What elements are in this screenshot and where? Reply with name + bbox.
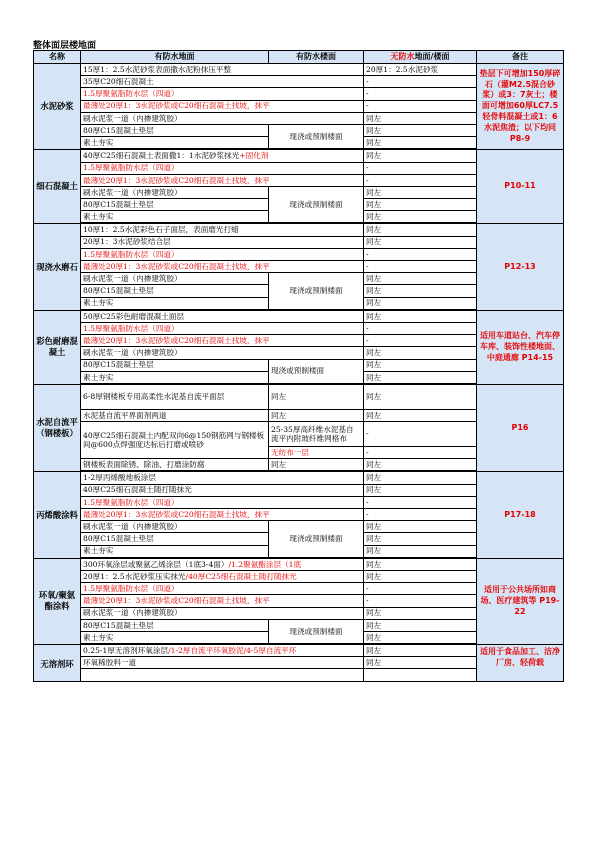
table-cell: 同左 xyxy=(364,285,477,297)
table-cell: 同左 xyxy=(364,359,477,371)
table-cell: - xyxy=(364,248,477,260)
table-cell: 刷水泥浆一道（内掺建筑胶） xyxy=(81,347,364,359)
table-cell: - xyxy=(364,422,477,447)
table-cell: 同左 xyxy=(364,484,477,496)
table-cell: 刷水泥浆一道（内掺建筑胶） xyxy=(81,186,269,198)
table-cell: 同左 xyxy=(364,371,477,383)
table-row xyxy=(34,64,564,76)
table-cell: 最薄处20厚1：3水泥砂浆或C20细石混凝土找坡，抹平 xyxy=(81,261,364,273)
floor-spec-table xyxy=(33,50,564,682)
table-cell: 300环氧涂层或聚氨乙烯涂层（1底3-4面）/1.2聚氨酯涂层（1底 xyxy=(81,558,364,570)
page-title: 整体面层楼地面 xyxy=(33,41,97,51)
section-name: 水泥自流平（钢楼板） xyxy=(34,384,81,472)
table-cell: 40厚C25细石混凝土内配双向6@150钢筋网与钢楼板间@600点焊强度达标后打磨或喷砂 xyxy=(81,422,269,459)
section-note: 垫层下可增加150厚碎石（灌M2.5混合砂浆）或3：7灰土；楼面可增加60厚LC7.5轻骨料混凝土或1：6水泥焦渣；以下均同 P8-9 xyxy=(477,64,564,150)
table-cell: 素土夯实 xyxy=(81,371,269,383)
table-row xyxy=(34,150,564,162)
section-note: 适用车道站台、汽车停车库、装饰性楼地面、中庭通廊 P14-15 xyxy=(477,310,564,384)
table-cell: 同左 xyxy=(364,199,477,211)
table-cell: 素土夯实 xyxy=(81,545,269,557)
table-cell: 20厚1：3水泥砂浆结合层 xyxy=(81,236,364,248)
table-cell: - xyxy=(364,583,477,595)
section-note: P17-18 xyxy=(477,472,564,558)
table-cell: 水泥基自流平界面剂两道 xyxy=(81,409,269,421)
table-cell: 同左 xyxy=(364,645,477,657)
table-cell: 同左 xyxy=(364,310,477,322)
table-cell: 同左 xyxy=(364,533,477,545)
table-cell: 同左 xyxy=(364,558,477,570)
section-name: 细石混凝土 xyxy=(34,150,81,224)
table-cell: 同左 xyxy=(364,570,477,582)
table-cell: 同左 xyxy=(364,236,477,248)
table-cell: 0.25-1厚无溶剂环氧涂层/1-2厚自流平环氧胶泥/4-5厚自流平环 xyxy=(81,645,364,657)
table-cell: 刷水泥浆一道（内掺建筑胶） xyxy=(81,112,364,124)
table-cell: - xyxy=(364,496,477,508)
table-header-row xyxy=(34,51,564,64)
header-waterproof-floor: 有防水楼面 xyxy=(269,51,364,64)
table-cell: 同左 xyxy=(364,384,477,409)
table-cell: 同左 xyxy=(364,545,477,557)
table-cell: 40厚C25细石混凝土表面撒1：1水泥砂浆抹光+固化剂 xyxy=(81,150,364,162)
table-cell: 环氧稀胶料一道 xyxy=(81,657,364,669)
table-cell: 钢楼板表面除锈、除油、打磨涂防腐 xyxy=(81,459,269,471)
header-waterproof-ground: 有防水地面 xyxy=(81,51,269,64)
header-non-waterproof: 无防水地面/楼面 xyxy=(364,51,477,64)
table-cell: 同左 xyxy=(269,409,364,421)
table-cell: 80厚C15混凝土垫层 xyxy=(81,285,269,297)
table-cell: 同左 xyxy=(364,124,477,136)
section-name: 环氧/聚氨酯涂料 xyxy=(34,558,81,644)
table-cell: - xyxy=(364,174,477,186)
table-cell: - xyxy=(364,162,477,174)
table-cell: 1.5厚聚氨脂防水层（四道） xyxy=(81,162,364,174)
table-cell: 80厚C15混凝土垫层 xyxy=(81,533,269,545)
section-note: P16 xyxy=(477,384,564,472)
table-cell: 6-8厚钢楼板专用高柔性水泥基自流平面层 xyxy=(81,384,269,409)
table-cell: 同左 xyxy=(364,459,477,471)
table-cell: 同左 xyxy=(364,347,477,359)
table-cell xyxy=(81,669,364,681)
table-cell: 现浇或预制楼面 xyxy=(269,619,364,643)
table-row xyxy=(34,472,564,484)
header-remarks: 备注 xyxy=(477,51,564,64)
table-cell: 1.5厚聚氨脂防水层（四道） xyxy=(81,583,364,595)
table-cell: 20厚1：2.5水泥砂浆压实抹光/40厚C25细石混凝土随打随抹光 xyxy=(81,570,364,582)
table-cell: 同左 xyxy=(364,112,477,124)
table-cell: 同左 xyxy=(364,297,477,309)
table-cell: 80厚C15混凝土垫层 xyxy=(81,199,269,211)
table-cell: 最薄处20厚1：3水泥砂浆或C20细石混凝土找坡，抹平 xyxy=(81,595,364,607)
table-cell: 现浇或预制楼面 xyxy=(269,521,364,558)
table-cell: 1.5厚聚氨脂防水层（四道） xyxy=(81,496,364,508)
table-cell: 1.5厚聚氨脂防水层（四道） xyxy=(81,248,364,260)
table-cell: 80厚C15混凝土垫层 xyxy=(81,124,269,136)
table-cell: 同左 xyxy=(364,409,477,421)
table-cell: 1-2厚丙烯酸地板涂层 xyxy=(81,472,364,484)
table-cell: - xyxy=(364,88,477,100)
table-cell: - xyxy=(364,261,477,273)
table-cell xyxy=(364,669,477,681)
table-cell: 现浇或预制楼面 xyxy=(269,273,364,310)
table-cell: 同左 xyxy=(364,186,477,198)
table-cell: 素土夯实 xyxy=(81,211,269,223)
table-cell: 同左 xyxy=(269,459,364,471)
table-cell: 同左 xyxy=(364,273,477,285)
table-cell: 同左 xyxy=(364,211,477,223)
section-name: 丙烯酸涂料 xyxy=(34,472,81,558)
table-cell: 同左 xyxy=(364,657,477,669)
table-cell: 同左 xyxy=(364,619,477,631)
table-row xyxy=(34,558,564,570)
table-cell: 1.5厚聚氨脂防水层（四道） xyxy=(81,322,364,334)
table-cell: 最薄处20厚1：3水泥砂浆或C20细石混凝土找坡，抹平 xyxy=(81,335,364,347)
section-name: 现浇水磨石 xyxy=(34,224,81,310)
table-cell: 80厚C15混凝土垫层 xyxy=(81,359,269,371)
section-note: 适用于食品加工、洁净厂房、轻荷载 xyxy=(477,645,564,682)
table-cell: 同左 xyxy=(364,631,477,643)
table-cell: - xyxy=(364,322,477,334)
table-row xyxy=(34,384,564,409)
table-cell: 无纺布一层 xyxy=(269,447,364,459)
table-cell: - xyxy=(364,595,477,607)
table-cell: 20厚1：2.5水泥砂浆 xyxy=(364,64,477,76)
section-note: P10-11 xyxy=(477,150,564,224)
section-name: 无溶剂环 xyxy=(34,645,81,682)
table-cell: 最薄处20厚1：3水泥砂浆或C20细石混凝土找坡，抹平 xyxy=(81,509,364,521)
table-cell: 1.5厚聚氨脂防水层（四道） xyxy=(81,88,364,100)
table-cell: - xyxy=(364,509,477,521)
table-cell: 素土夯实 xyxy=(81,631,269,643)
table-cell: 刷水泥浆一道（内掺建筑胶） xyxy=(81,521,269,533)
table-row xyxy=(34,645,564,657)
table-cell: 40厚C25细石混凝土随打随抹光 xyxy=(81,484,364,496)
section-note: P12-13 xyxy=(477,224,564,310)
table-cell: 现浇或预制楼面 xyxy=(269,124,364,148)
table-row xyxy=(34,224,564,236)
table-cell: 35厚C20细石混凝土 xyxy=(81,76,364,88)
table-cell: 同左 xyxy=(364,607,477,619)
section-name: 彩色耐磨混凝土 xyxy=(34,310,81,384)
table-cell: 同左 xyxy=(269,384,364,409)
table-cell: 最薄处20厚1：3水泥砂浆或C20细石混凝土找坡，抹平 xyxy=(81,174,364,186)
table-cell: 同左 xyxy=(364,224,477,236)
table-cell: 现浇或预制楼面 xyxy=(269,359,364,383)
table-cell: 10厚1：2.5水泥彩色石子面层，表面磨光打蜡 xyxy=(81,224,364,236)
table-cell: - xyxy=(364,335,477,347)
table-cell: 80厚C15混凝土垫层 xyxy=(81,619,269,631)
table-cell: 刷水泥浆一道（内掺建筑胶） xyxy=(81,273,269,285)
table-cell: 素土夯实 xyxy=(81,137,269,149)
header-name: 名称 xyxy=(34,51,81,64)
table-cell: - xyxy=(364,100,477,112)
table-cell: 15厚1：2.5水泥砂浆表面撒水泥粉抹压平整 xyxy=(81,64,364,76)
table-cell: 同左 xyxy=(364,137,477,149)
table-cell: 最薄处20厚1：3水泥砂浆或C20细石混凝土找坡，抹平 xyxy=(81,100,364,112)
table-cell: 同左 xyxy=(364,521,477,533)
table-cell: 现浇或预制楼面 xyxy=(269,186,364,223)
table-cell: 50厚C25彩色耐磨混凝土面层 xyxy=(81,310,364,322)
table-cell: 素土夯实 xyxy=(81,297,269,309)
section-note: 适用于公共场所如商场、医疗建筑等 P19-22 xyxy=(477,558,564,644)
table-cell: 刷水泥浆一道（内掺建筑胶） xyxy=(81,607,364,619)
table-cell: 同左 xyxy=(364,150,477,162)
table-cell: - xyxy=(364,76,477,88)
table-cell: - xyxy=(364,447,477,459)
table-cell: 同左 xyxy=(364,472,477,484)
table-row xyxy=(34,310,564,322)
section-name: 水泥砂浆 xyxy=(34,64,81,150)
table-cell: 25-35厚高纤维水泥基自流平内附玻纤维网格布 xyxy=(269,422,364,447)
